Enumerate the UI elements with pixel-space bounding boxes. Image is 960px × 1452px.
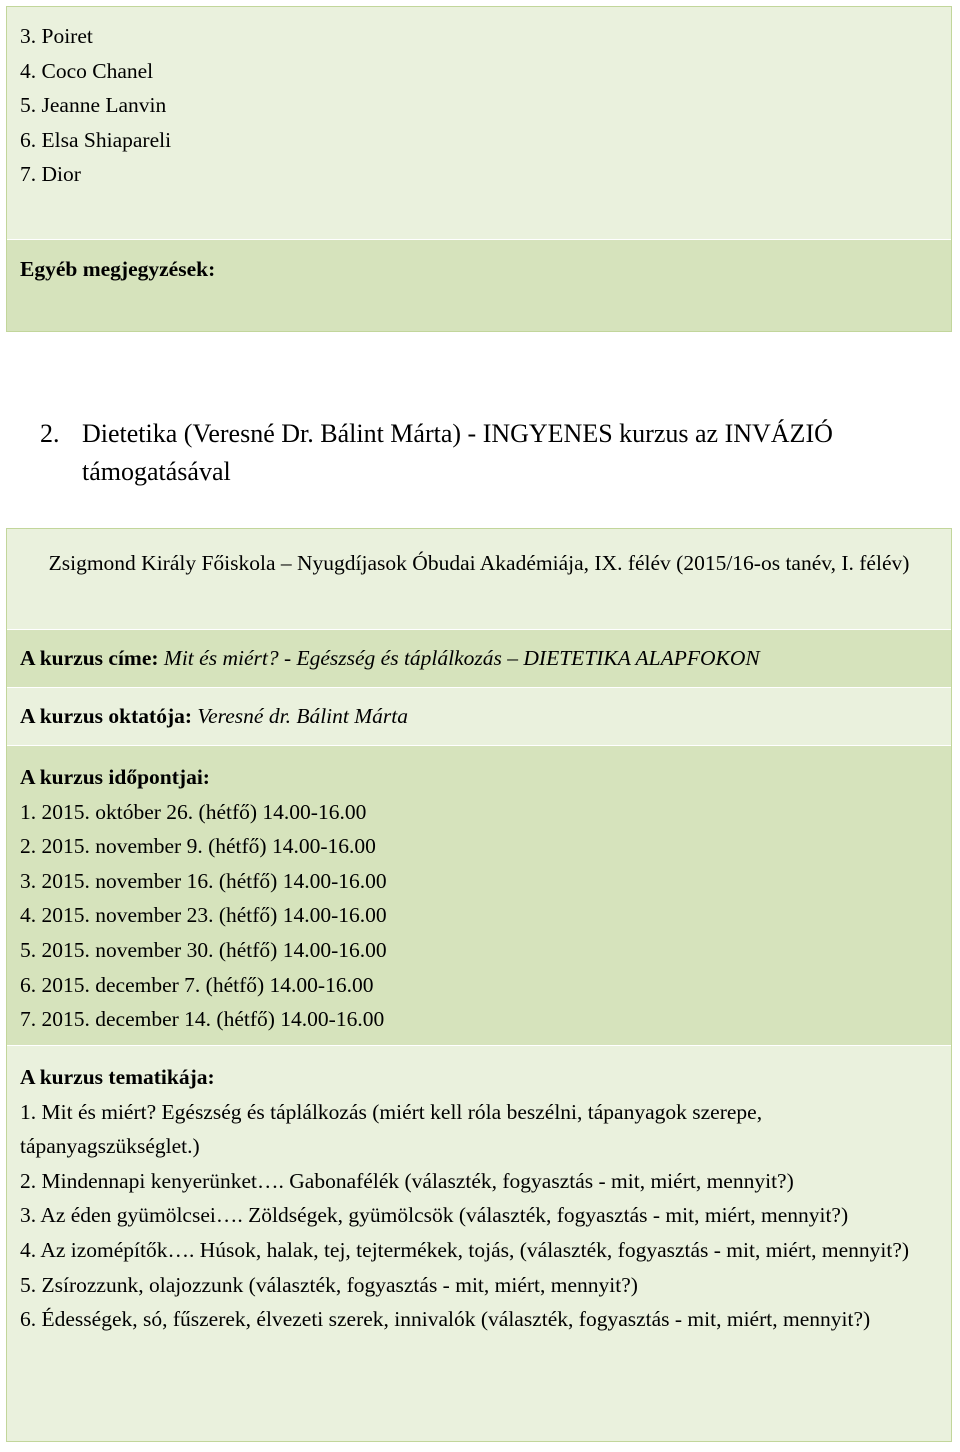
course-topics-cell — [7, 1045, 951, 1441]
section-heading — [40, 415, 900, 491]
topic-item: 6. Édességek, só, fűszerek, élvezeti szerek, innivalók (választék, fogyasztás - mit, miért, mennyit?) — [20, 1307, 871, 1332]
list-item: 4. Coco Chanel — [20, 58, 154, 83]
course-teacher-cell — [7, 687, 951, 745]
topic-item: 1. Mit és miért? Egészség és táplálkozás (miért kell róla beszélni, tápanyagok szerepe, tápanyagszükséglet.) — [20, 1099, 763, 1159]
course-topics-label: A kurzus tematikája: — [20, 1065, 215, 1089]
course-teacher-value: Veresné dr. Bálint Márta — [197, 704, 408, 728]
course-title-value: Mit és miért? - Egészség és táplálkozás – DIETETIKA ALAPFOKON — [163, 646, 760, 670]
section-number: 2. — [40, 419, 60, 448]
topic-item: 3. Az éden gyümölcsei…. Zöldségek, gyümölcsök (választék, fogyasztás - mit, miért, mennyit?) — [20, 1203, 849, 1228]
date-item: 5. 2015. november 30. (hétfő) 14.00-16.00 — [20, 937, 387, 962]
list-item: 5. Jeanne Lanvin — [20, 93, 167, 118]
date-item: 3. 2015. november 16. (hétfő) 14.00-16.00 — [20, 868, 387, 893]
topic-item: 4. Az izomépítők…. Húsok, halak, tej, tejtermékek, tojás, (választék, fogyasztás - mit, miért, mennyit?) — [20, 1237, 910, 1262]
course-table — [6, 528, 952, 1442]
course-teacher-label: A kurzus oktatója: — [20, 704, 198, 728]
notes-cell — [7, 239, 951, 331]
topic-item: 5. Zsírozzunk, olajozzunk (választék, fogyasztás - mit, miért, mennyit?) — [20, 1272, 638, 1297]
date-item: 6. 2015. december 7. (hétfő) 14.00-16.00 — [20, 972, 374, 997]
course-teacher — [7, 688, 951, 744]
course-dates-label: A kurzus időpontjai: — [20, 765, 210, 789]
course-title — [7, 630, 951, 686]
notes-label: Egyéb megjegyzések: — [20, 257, 216, 281]
date-item: 1. 2015. október 26. (hétfő) 14.00-16.00 — [20, 799, 367, 824]
previous-course-table — [6, 6, 952, 332]
topic-item: 2. Mindennapi kenyerünket…. Gabonafélék (választék, fogyasztás - mit, miért, mennyit?) — [20, 1168, 794, 1193]
course-dates-cell — [7, 745, 951, 1045]
course-title-label: A kurzus címe: — [20, 646, 164, 670]
lecturers-list-cell — [7, 7, 951, 239]
course-title-cell — [7, 629, 951, 687]
section-title: Dietetika (Veresné Dr. Bálint Márta) - INGYENES kurzus az INVÁZIÓ támogatásával — [82, 419, 833, 486]
list-item: 3. Poiret — [20, 24, 93, 48]
institution-cell — [7, 529, 951, 629]
list-item: 7. Dior — [20, 162, 81, 187]
date-item: 4. 2015. november 23. (hétfő) 14.00-16.00 — [20, 903, 387, 928]
date-item: 2. 2015. november 9. (hétfő) 14.00-16.00 — [20, 834, 376, 859]
list-item: 6. Elsa Shiapareli — [20, 127, 172, 152]
date-item: 7. 2015. december 14. (hétfő) 14.00-16.00 — [20, 1007, 385, 1032]
institution-text: Zsigmond Király Főiskola – Nyugdíjasok Óbudai Akadémiája, IX. félév (2015/16-os tanév, I. félév) — [48, 551, 910, 575]
